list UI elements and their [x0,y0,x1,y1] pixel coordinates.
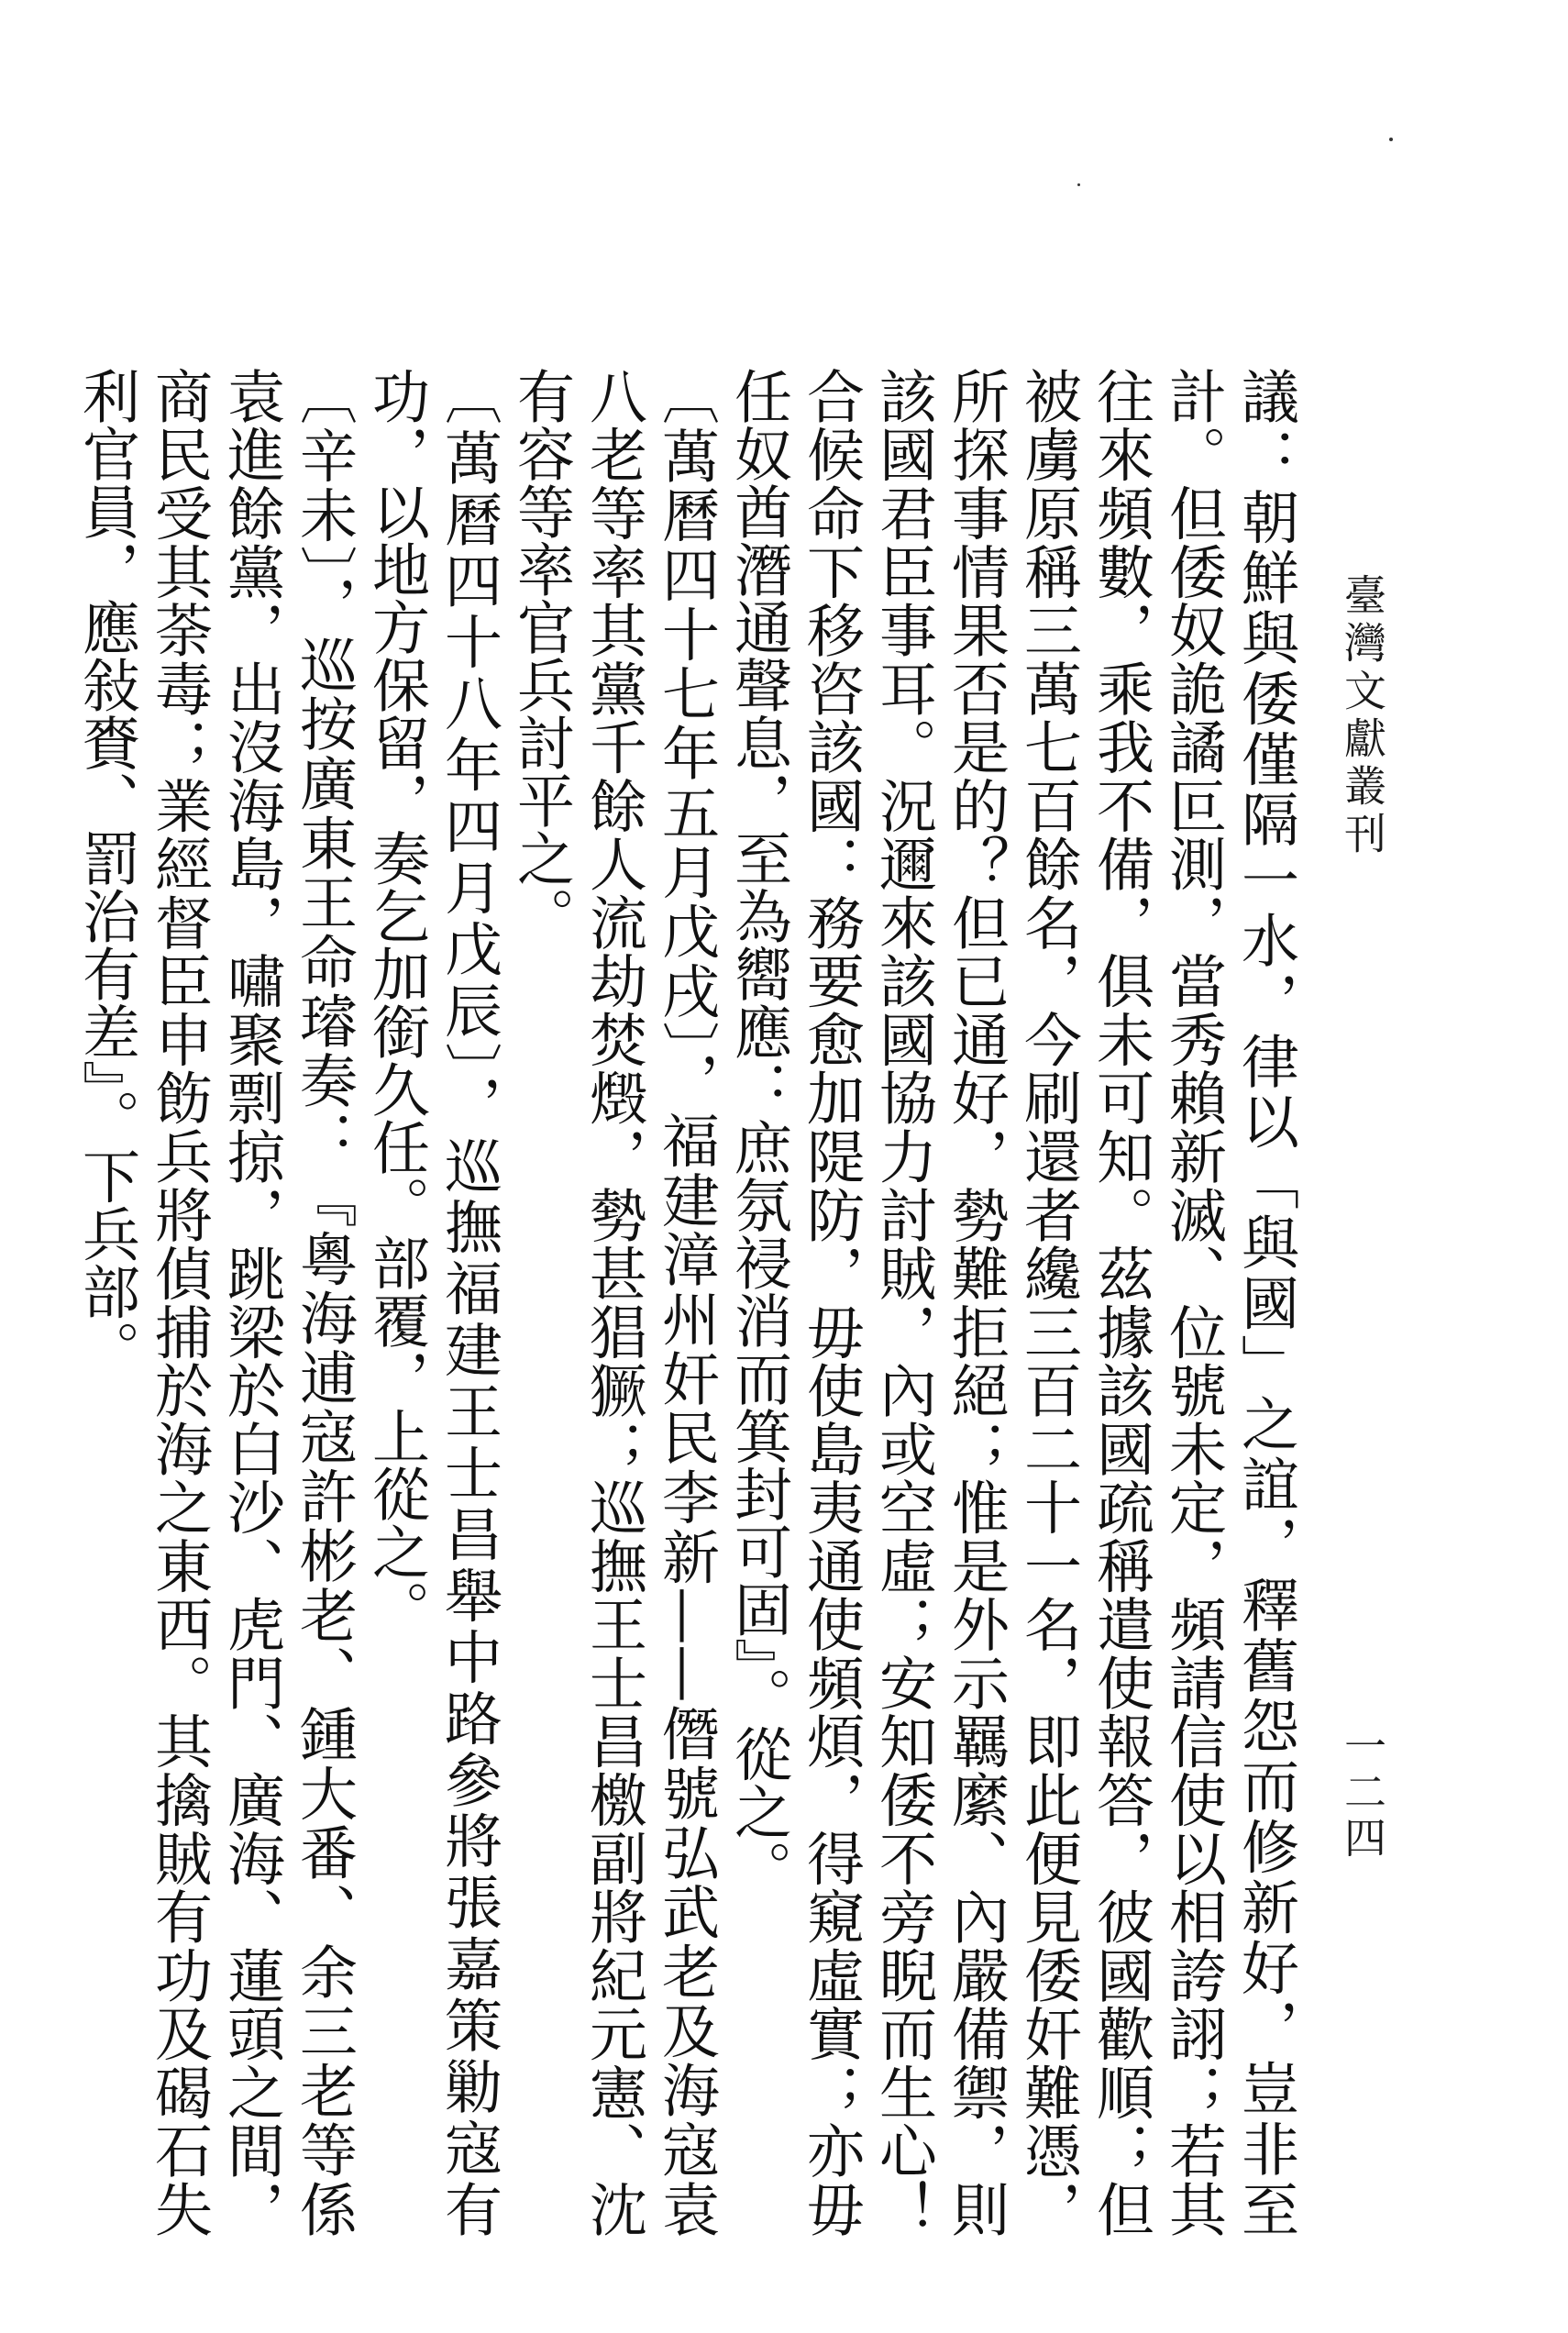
scan-speck [1389,138,1393,141]
running-title: 臺灣文獻叢刊 [1338,573,1387,859]
paragraph-wanli-47: 〔萬曆四十七年五月戊戌〕，福建漳州奸民李新——僭號弘武老及海寇袁八老等率其黨千餘人流劫焚燬，勢甚猖獗；巡撫王士昌檄副將紀元憲、沈有容等率官兵討平之。 [508,367,720,2238]
vertical-body-text [71,367,1302,2238]
scan-speck [1077,183,1080,186]
paragraph-wanli-48: 〔萬曆四十八年四月戊辰〕，巡撫福建王士昌舉中路參將張嘉策勦寇有功，以地方保留，奏乞加銜久任。部覆，上從之。 [363,367,502,2238]
paragraph-xinwei: 〔辛未〕，巡按廣東王命璿奏：『粵海逋寇許彬老、鍾大番、余三老等係袁進餘黨，出沒海島，嘯聚剽掠，跳梁於白沙、虎門、廣海、蓮頭之間，商民受其荼毒；業經督臣申飭兵將偵捕於海之東西。其擒賊有功及碣石失利官員，應敍賚、罰治有差』。下兵部。 [73,367,358,2238]
page-number: 一二四 [1338,1724,1387,1862]
paragraph-korea-japan-memorial: 議：朝鮮與倭僅隔一水，律以「與國」之誼，釋舊怨而修新好，豈非至計。但倭奴詭譎叵測，當秀賴新滅、位號未定，頻請信使以相誇詡；若其往來頻數，乘我不備，俱未可知。茲據該國疏稱遣使報答，彼國歡順；但被虜原稱三萬七百餘名，今刷還者纔三百二十一名，即此便見倭奸難憑，所探事情果否是的？但已通好，勢難拒絕；惟是外示羈縻、內嚴備禦，則該國君臣事耳。況邇來該國協力討賊，內或空虛；安知倭不旁睨而生心！合候命下移咨該國：務要愈加隄防，毋使島夷通使頻煩，得窺虛實；亦毋任奴酋潛通聲息，至為嚮應：庶氛祲消而箕封可固』。從之。 [725,367,1299,2238]
